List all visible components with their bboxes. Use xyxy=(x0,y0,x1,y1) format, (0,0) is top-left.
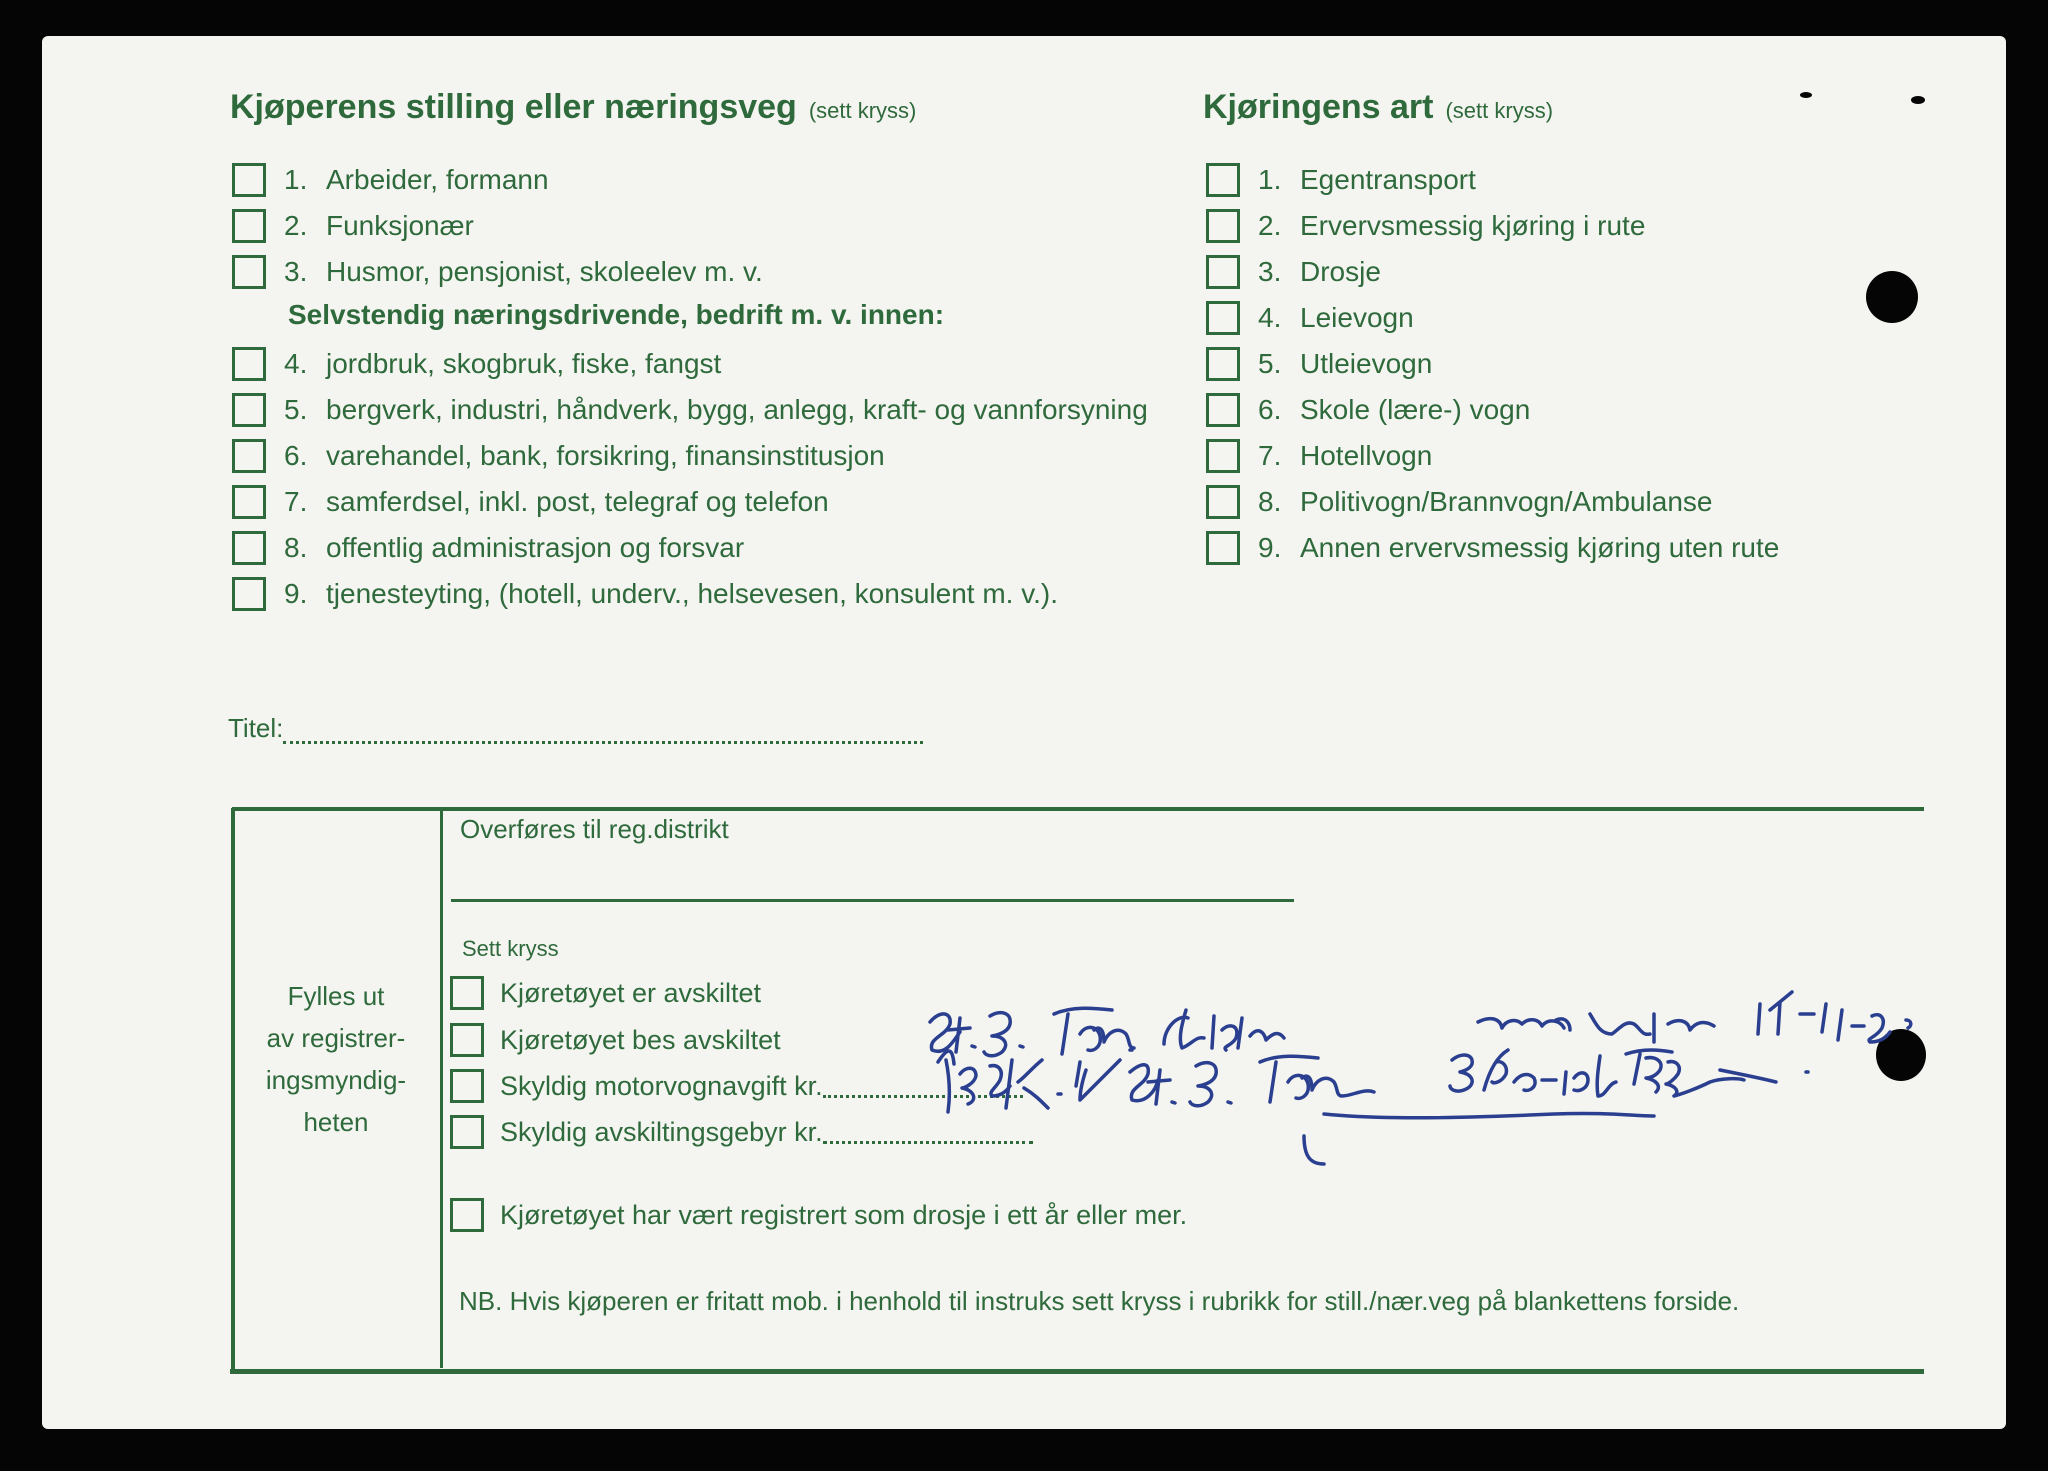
item-label: Leievogn xyxy=(1300,302,1414,333)
item-label: tjenesteyting, (hotell, underv., helsevesen, konsulent m. v.). xyxy=(326,578,1059,609)
item-number: 4. xyxy=(284,348,308,379)
item-number: 2. xyxy=(1258,210,1282,241)
item-number: 7. xyxy=(1258,440,1282,471)
item-label: offentlig administrasjon og forsvar xyxy=(326,532,745,563)
titel-label: Titel: xyxy=(228,713,284,743)
item-number: 2. xyxy=(284,210,308,241)
item-label: Arbeider, formann xyxy=(326,164,549,195)
left-title-note: (sett kryss) xyxy=(808,98,917,123)
item-number: 1. xyxy=(1258,164,1282,195)
item-number: 3. xyxy=(1258,256,1282,287)
left-title-text: Kjøperens stilling eller næringsveg xyxy=(230,88,797,126)
item-number: 8. xyxy=(1258,486,1282,517)
item-label: Egentransport xyxy=(1300,164,1476,195)
registry-label-line-2: av registrer- xyxy=(266,1023,406,1053)
item-label: Utleievogn xyxy=(1300,348,1433,379)
left-subheading: Selvstendig næringsdrivende, bedrift m. v. innen: xyxy=(288,299,945,330)
right-title-text: Kjøringens art xyxy=(1203,88,1434,126)
item-number: 4. xyxy=(1258,302,1282,333)
check-label: Kjøretøyet er avskiltet xyxy=(500,977,762,1008)
registry-label-line-1: Fylles ut xyxy=(287,981,385,1011)
sett-kryss-label: Sett kryss xyxy=(462,936,559,961)
check-label: Skyldig motorvognavgift kr. xyxy=(500,1070,823,1101)
item-number: 7. xyxy=(284,486,308,517)
right-title-note: (sett kryss) xyxy=(1445,98,1554,123)
item-number: 5. xyxy=(284,394,308,425)
item-label: varehandel, bank, forsikring, finansinstitusjon xyxy=(326,440,885,471)
item-label: Ervervsmessig kjøring i rute xyxy=(1300,210,1646,241)
item-label: jordbruk, skogbruk, fiske, fangst xyxy=(326,348,722,379)
item-label: Skole (lære-) vogn xyxy=(1300,394,1531,425)
item-number: 9. xyxy=(1258,532,1282,563)
registry-label-line-3: ingsmyndig- xyxy=(265,1065,407,1095)
item-label: Funksjonær xyxy=(326,210,474,241)
item-number: 6. xyxy=(284,440,308,471)
item-number: 5. xyxy=(1258,348,1282,379)
item-label: Annen ervervsmessig kjøring uten rute xyxy=(1300,532,1780,563)
item-label: bergverk, industri, håndverk, bygg, anlegg, kraft- og vannforsyning xyxy=(326,394,1148,425)
transfer-district-label: Overføres til reg.distrikt xyxy=(460,814,729,844)
item-number: 9. xyxy=(284,578,308,609)
check-label: Kjøretøyet har vært registrert som drosje i ett år eller mer. xyxy=(500,1199,1188,1230)
item-label: Drosje xyxy=(1300,256,1381,287)
check-label: Skyldig avskiltingsgebyr kr. xyxy=(500,1116,823,1147)
check-label: Kjøretøyet bes avskiltet xyxy=(500,1024,781,1055)
item-label: Husmor, pensjonist, skoleelev m. v. xyxy=(326,256,763,287)
item-label: samferdsel, inkl. post, telegraf og telefon xyxy=(326,486,829,517)
item-number: 6. xyxy=(1258,394,1282,425)
registry-label-line-4: heten xyxy=(303,1107,369,1137)
item-number: 1. xyxy=(284,164,308,195)
item-number: 8. xyxy=(284,532,308,563)
item-label: Hotellvogn xyxy=(1300,440,1433,471)
nb-note: NB. Hvis kjøperen er fritatt mob. i henhold til instruks sett kryss i rubrikk for still./nær.veg på blankettens forside. xyxy=(459,1286,1740,1316)
item-label: Politivogn/Brannvogn/Ambulanse xyxy=(1300,486,1713,517)
item-number: 3. xyxy=(284,256,308,287)
